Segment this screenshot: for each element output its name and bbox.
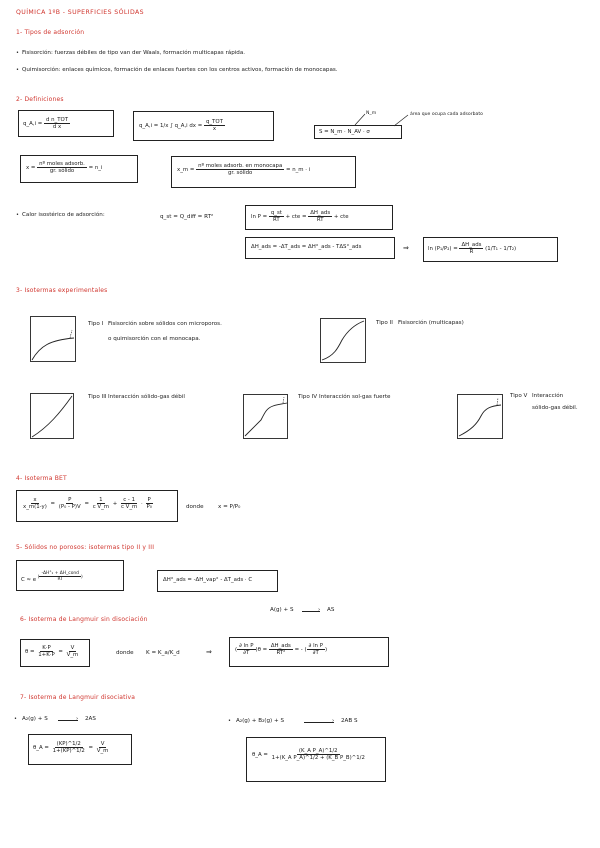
bet-mid-den: (P₀ - P)V (58, 504, 81, 510)
isotherm-type-4-text: Interacción sol-gas fuerte (319, 394, 391, 400)
bet-rhs2-den: c V_m (120, 504, 138, 510)
section-heading-definitions: 2- Definiciones (16, 96, 64, 103)
dissoc-right-product: 2AB S (341, 718, 358, 724)
bullet-icon: • (228, 718, 231, 724)
arrow-head-icon: › (332, 718, 335, 724)
eq-avg-den: x (212, 126, 217, 132)
list-item: Quimisorción: enlaces químicos, formación de enlaces fuertes con los centros activos, formación de monocapas. (22, 67, 338, 73)
equation-box-bet: $\frac{x}{x\_m(1-y)}$ = $\frac{P}{\text{(P₀ - P)V}}$ = $\frac{1}{\text{c V\_m}}$ + $\frac{c - 1}{\text{c V\_m}}$ · $\frac{P}{\text{P₀}}$ (16, 490, 178, 522)
isotherm-type-1-text2: o quimisorción con el monocapa. (108, 336, 201, 342)
bullet-icon: • (16, 212, 19, 218)
dlnp-rhs-num: ∂ ln P (308, 643, 323, 649)
isotherm-type-2-text: Fisisorción (multicapas) (398, 320, 464, 326)
eq-xm-rhs: = n_m · i (285, 167, 311, 173)
dissoc-right-reaction: A₂(g) + B₂(g) + S (236, 718, 285, 724)
theta-rhs-num: V (70, 645, 75, 651)
dissoc-theta-rhs-den: V_m (96, 748, 109, 754)
equation-box-c: C ≈ e $^{( \frac{\text{-ΔH°₁ + ΔH\_cond}}{RT} )}$ (16, 560, 124, 591)
eq-xm-lhs: x_m = (177, 167, 195, 173)
dlnp-mid-den: RT² (276, 650, 286, 656)
bet-rhs1-den: c V_m (92, 504, 110, 510)
isotherm-graph-type-4 (243, 394, 288, 439)
arrow-head-icon: › (318, 607, 321, 613)
isotherm-type-1-text: Fisisorción sobre sólidos con microporos. (108, 321, 222, 327)
eq-lnp-den: RT (273, 217, 280, 223)
reaction-arrow-line (304, 722, 334, 723)
bet-rhs2-num: c - 1 (123, 497, 136, 503)
eq-avg-mid: 1/x ∫ q_A,i dx = (159, 123, 203, 129)
isotherm-graph-type-1 (30, 316, 76, 362)
isotherm-type-5-label: Tipo V (510, 393, 528, 399)
eq-q-num: d n_TOT (45, 117, 69, 123)
eq-ln-ratio-num: ΔH_ads (461, 242, 482, 248)
note-nm: N_m (366, 111, 377, 116)
isotherm-graph-type-2 (320, 318, 366, 363)
arrow-head-icon: › (76, 716, 79, 722)
dissoc-theta-lhs: θ_A = (33, 745, 49, 751)
bet-lhs-num: x (33, 497, 37, 503)
dlnp-lhs-den: ∂T (243, 650, 250, 656)
langmuir-reaction-product: AS (327, 607, 335, 613)
equation-box-xm (171, 156, 356, 188)
langmuir-reaction: A(g) + S (270, 607, 294, 613)
eq-c-den: RT (57, 577, 63, 582)
eq-lnp-rhs: + cte (285, 214, 301, 220)
section-heading-langmuir: 6- Isoterma de Langmuir sin disociación (20, 616, 148, 623)
equation-box-average (133, 111, 274, 141)
isotherm-type-1-label: Tipo I (88, 321, 104, 327)
isotherm-type-4-label: Tipo IV (298, 394, 318, 400)
theta-rhs-den: V_m (66, 652, 79, 658)
eq-lnp-lhs: ln P = (251, 214, 268, 220)
eq-c-num: -ΔH°₁ + ΔH_cond (41, 571, 79, 576)
reaction-arrow-line (58, 720, 78, 721)
implies-arrow: ⇒ (403, 244, 409, 252)
isotherm-graph-type-3 (30, 393, 74, 439)
eq-ln-ratio-den: R (469, 249, 474, 255)
eq-ln-ratio-tail: (1/T₁ - 1/T₂) (485, 246, 517, 252)
comp-theta-lhs: θ_A = (252, 752, 268, 758)
equation-box-ln-ratio: ln (P₁/P₂) = $\frac{\text{ΔH\_ads}}{R}$ (1/T₁ - 1/T₂) (423, 237, 558, 262)
implies-arrow: ⇒ (206, 648, 212, 656)
section-heading-bet: 4- Isoterma BET (16, 475, 67, 482)
bet-where-eq: x = P/P₀ (218, 504, 241, 510)
section-heading-isotherms: 3- Isotermas experimentales (16, 287, 108, 294)
bet-rhs3-num: P (147, 497, 151, 503)
equation-box-x (20, 155, 138, 183)
eq-x-den: gr. sólido (49, 168, 75, 174)
equation-box-theta-competitive (246, 737, 386, 782)
equation-box-dlnp: ( $\frac{\text{∂ ln P}}{\partial T}$ )θ = $\frac{\text{ΔH\_ads}}{\text{RT²}}$ = - ( $\frac{\text{∂ ln P}}{\partial T}$ ) (229, 637, 389, 667)
dissoc-left-reaction: A₂(g) + S (22, 716, 48, 722)
eq-lnp-num: q_st (270, 210, 282, 216)
langmuir-where-eq: K = K_a/K_d (146, 650, 180, 656)
eq-xm-num: nº moles adsorb. en monocapa (198, 163, 283, 169)
isotherm-type-5-text: Interacción (532, 393, 564, 399)
equation-box-q (18, 110, 114, 137)
bullet-icon: • (16, 50, 19, 56)
dissoc-theta-rhs-num: V (100, 741, 105, 747)
comp-theta-num: (K_A P_A)^1/2 (298, 748, 338, 754)
dlnp-rhs-den: ∂T (312, 650, 319, 656)
isotherm-type-3-label: Tipo III (88, 394, 107, 400)
isosteric-heat-eq: q_st = Q_diff = RT² (160, 214, 214, 220)
equation-box-theta: θ = $\frac{K\cdot P}{1+K\cdot P}$ = $\frac{V}{V\_m}$ (20, 639, 90, 667)
dlnp-lhs-num: ∂ ln P (239, 643, 254, 649)
isotherm-graph-type-5 (457, 394, 503, 439)
note-sigma: área que ocupa cada adsorbato (410, 112, 483, 117)
isotherm-type-5-text2: sólido-gas débil. (532, 405, 578, 411)
equation-box-dh (245, 237, 395, 259)
equation-box-surface (314, 125, 402, 139)
bet-rhs3-den: P₀ (146, 504, 152, 510)
eq-x-lhs: x = (26, 165, 36, 171)
dissoc-left-product: 2AS (85, 716, 96, 722)
equation-box-lnp: ln P = $\frac{q\_st}{RT}$ + cte = $\frac{\text{ΔH\_ads}}{RT}$ + cte (245, 205, 393, 230)
langmuir-where: donde (116, 650, 134, 656)
eq-c-lhs: C ≈ e (21, 576, 37, 583)
eq-q-den: d x (52, 124, 62, 130)
section-heading-langmuir-dissociative: 7- Isoterma de Langmuir disociativa (20, 694, 136, 701)
comp-theta-den: 1+(K_A P_A)^1/2 + (K_B P_B)^1/2 (271, 755, 365, 761)
list-item: Fisisorción: fuerzas débiles de tipo van der Waals, formación multicapas rápida. (22, 50, 246, 56)
eq-lnp-den2: RT (316, 217, 324, 223)
eq-surface: S = N_m · N_AV · σ (319, 129, 370, 135)
eq-x-rhs: = n_i (88, 165, 103, 171)
dissoc-theta-num: (KP)^1/2 (56, 741, 81, 747)
eq-dh: ΔH_ads = -ΔT_ads = ΔH°_ads - TΔS°_ads (251, 244, 362, 250)
section-heading-adsorption-types: 1- Tipos de adsorción (16, 29, 85, 36)
eq-xm-den: gr. sólido (227, 170, 253, 176)
eq-lnp-num2: ΔH_ads (310, 210, 331, 216)
theta-lhs: θ = (25, 649, 35, 655)
bet-lhs-den: x_m(1-y) (23, 504, 47, 510)
dissoc-theta-den: 1+(KP)^1/2 (52, 748, 85, 754)
theta-num: K·P (42, 645, 51, 651)
section-heading-nonporous: 5- Sólidos no porosos: isotermas tipo II y III (16, 544, 155, 551)
page-title: QUÍMICA 1ºB - SUPERFICIES SÓLIDAS (16, 9, 144, 16)
equation-box-dh-ads (157, 570, 278, 592)
eq-x-num: nº moles adsorb. (39, 161, 85, 167)
bet-rhs1-num: 1 (99, 497, 103, 503)
bet-mid-num: P (68, 497, 72, 503)
theta-den: 1+K·P (38, 652, 55, 658)
bet-where: donde (186, 504, 204, 510)
eq-avg-num: q_TOT (205, 119, 223, 125)
eq-q-lhs: q_A,i = (23, 121, 43, 127)
eq-avg-lhs: q_A,i = (139, 123, 159, 129)
isosteric-heat-label: Calor isostérico de adsorción: (22, 212, 105, 218)
eq-lnp-tail: + cte (333, 214, 349, 220)
equation-box-theta-dissoc: θ_A = $\frac{(KP)\^{}1/2}{1+(KP)\^{}1/2}$ = $\frac{V}{V\_m}$ (28, 734, 132, 765)
eq-dh-ads: ΔH°_ads = -ΔH_vap° - ΔT_ads · C (163, 577, 253, 583)
bullet-icon: • (16, 67, 19, 73)
bullet-icon: • (14, 716, 17, 722)
isotherm-type-2-label: Tipo II (376, 320, 393, 326)
isotherm-type-3-text: Interacción sólido-gas débil (108, 394, 185, 400)
eq-ln-ratio-lhs: ln (P₁/P₂) (428, 246, 452, 252)
dlnp-mid-num: ΔH_ads (270, 643, 291, 649)
